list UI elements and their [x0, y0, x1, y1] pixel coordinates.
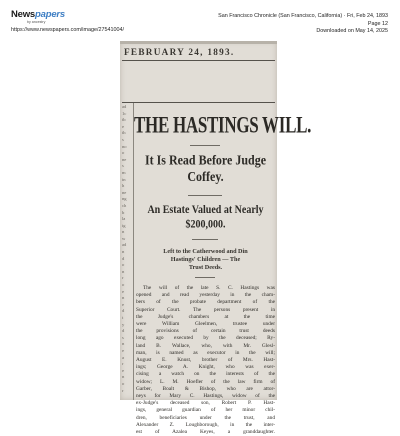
article-body-line: est of Azalea Keyes, a granddaughter. — [136, 429, 275, 436]
deck-secondary-line: An Estate Valued at Nearly — [147, 204, 264, 217]
image-url[interactable]: https://www.newspapers.com/image/27541004/ — [11, 27, 124, 33]
deck-primary-line: Coffey. — [187, 168, 224, 185]
deck-tertiary-line: Left to the Catherwood and Din — [163, 248, 248, 255]
article-body-line: land B. Wallace, who, with Mr. Glesl- — [136, 342, 275, 349]
article-body-line: The will of the late S. C. Hastings was — [143, 285, 275, 291]
adjacent-column-text: tb — [122, 117, 126, 123]
adjacent-column-text: d — [122, 328, 125, 334]
adjacent-column-text: in — [122, 176, 126, 182]
deck-rule — [188, 195, 222, 196]
adjacent-column-text: a — [122, 354, 125, 360]
deck-tertiary-line: Hastings' Children — The — [170, 256, 241, 264]
article-body-line: Superior Court. The persons present in — [136, 306, 275, 313]
adjacent-column-text: n — [122, 295, 125, 301]
adjacent-column-text: t — [122, 315, 124, 320]
adjacent-column-text: ad — [122, 242, 127, 248]
adjacent-column-text: r — [122, 275, 124, 281]
deck-primary-line: It Is Read Before Judge — [144, 152, 267, 169]
adjacent-column-text: ch — [122, 202, 127, 208]
adjacent-column-text: no — [122, 143, 127, 149]
adjacent-column-text: e — [122, 347, 125, 353]
article-body-line: August E. Knust, brother of Mrs. Hast- — [136, 357, 275, 364]
page-number: Page 12 — [367, 20, 388, 27]
newspapers-logo[interactable] — [11, 10, 65, 24]
body-rule — [195, 277, 215, 278]
article-body-line: ings, general guardian of her minor chil- — [136, 407, 275, 414]
logo-word-news: News — [11, 9, 36, 20]
article-body-line: widow; L. M. Hoefler of the law firm of — [136, 378, 275, 385]
adjacent-column-text: e — [122, 288, 125, 294]
adjacent-column-text: d — [122, 308, 125, 314]
article-deck-primary — [134, 152, 277, 184]
article-body-line: the Judge's chambers at the time — [136, 313, 275, 320]
adjacent-column-text: s — [122, 163, 124, 169]
adjacent-column-text: d — [122, 255, 125, 261]
logo-tagline: by ancestry — [27, 19, 46, 24]
article-body-line: ex-Judge's deceased son, Robert P. Hast- — [136, 400, 275, 407]
adjacent-column-text: e — [122, 123, 125, 129]
header-rule — [122, 102, 275, 103]
article-body-line: Alexander Z. Loughborough, in the inter- — [136, 421, 275, 428]
clipping-dateline: FEBRUARY 24, 1893. — [124, 47, 235, 57]
adjacent-column-text: n — [122, 268, 125, 274]
article-body-line: cising a watch on the interests of the — [136, 371, 275, 378]
adjacent-column-text: r — [122, 387, 124, 393]
clipping-image — [120, 41, 312, 436]
adjacent-column-text: n — [122, 229, 125, 235]
article-body-line: were William Gleelmen, trustee under — [136, 321, 275, 328]
source-title: San Francisco Chronicle (San Francisco, California) · Fri, Feb 24, 1893 — [218, 13, 388, 19]
adjacent-column-text: ng — [122, 196, 127, 202]
adjacent-column-text: ad — [122, 104, 127, 109]
article-deck-secondary — [134, 204, 277, 232]
article-body — [136, 285, 275, 436]
adjacent-column-text: o — [122, 380, 125, 386]
adjacent-column-text: ne — [122, 189, 127, 195]
adjacent-column-text: 1c — [122, 110, 127, 116]
adjacent-column-fragment — [122, 104, 132, 400]
adjacent-column-text: n — [122, 374, 125, 380]
deck-tertiary-line: Trust Deeds. — [188, 264, 223, 272]
article-body-line: neys for Mary C. Hastings, widow of the — [136, 393, 275, 400]
article-body-line: man, is named as executor in the will; — [136, 349, 275, 356]
adjacent-column-text: la — [122, 216, 126, 222]
article-body-line: the provisions of certain trust deeds — [136, 328, 275, 335]
adjacent-column-text: m — [122, 169, 126, 175]
article-body-line: long ago executed by the deceased; Ry- — [136, 335, 275, 342]
headline-rule — [190, 145, 220, 146]
deck-rule — [192, 239, 218, 240]
logo-word-papers: papers — [35, 9, 65, 20]
article-headline: THE HASTINGS WILL. — [134, 112, 312, 138]
adjacent-column-text: h — [122, 183, 125, 189]
adjacent-column-text: e — [122, 301, 125, 307]
adjacent-column-text: o — [122, 150, 125, 156]
download-date: Downloaded on May 14, 2025 — [316, 28, 388, 35]
article-body-line: Garber, Boalt & Bishop, who are attor- — [136, 385, 275, 392]
adjacent-column-text: o — [122, 262, 125, 268]
adjacent-column-text: s — [122, 334, 124, 340]
article-body-line: dren, beneficiaries under the trust, and — [136, 414, 275, 421]
adjacent-column-text: s — [122, 136, 124, 142]
deck-secondary-line: $200,000. — [185, 218, 226, 231]
source-meta — [218, 13, 388, 36]
adjacent-column-text: th — [122, 130, 126, 136]
logo-wordmark — [11, 10, 65, 20]
adjacent-column-text: n — [122, 341, 125, 347]
adjacent-column-text: b — [122, 209, 125, 215]
article-body-line: ings; George A. Knight, who was exer- — [136, 364, 275, 371]
adjacent-column-text: ne — [122, 156, 127, 162]
article-body-line: bers of the probate department of the — [136, 299, 275, 306]
clipping-top-edge — [120, 41, 277, 44]
adjacent-column-text: e — [122, 367, 125, 373]
adjacent-column-text: n — [122, 249, 125, 255]
adjacent-column-text: w — [122, 235, 126, 241]
article-deck-tertiary — [134, 248, 277, 273]
adjacent-column-text: r — [122, 361, 124, 367]
article-body-line: opened and read yesterday in the cham- — [136, 292, 275, 299]
dateline-rule — [122, 60, 275, 61]
adjacent-column-text: o — [122, 282, 125, 288]
adjacent-column-text: y — [122, 321, 125, 327]
adjacent-column-text: ig — [122, 222, 126, 228]
